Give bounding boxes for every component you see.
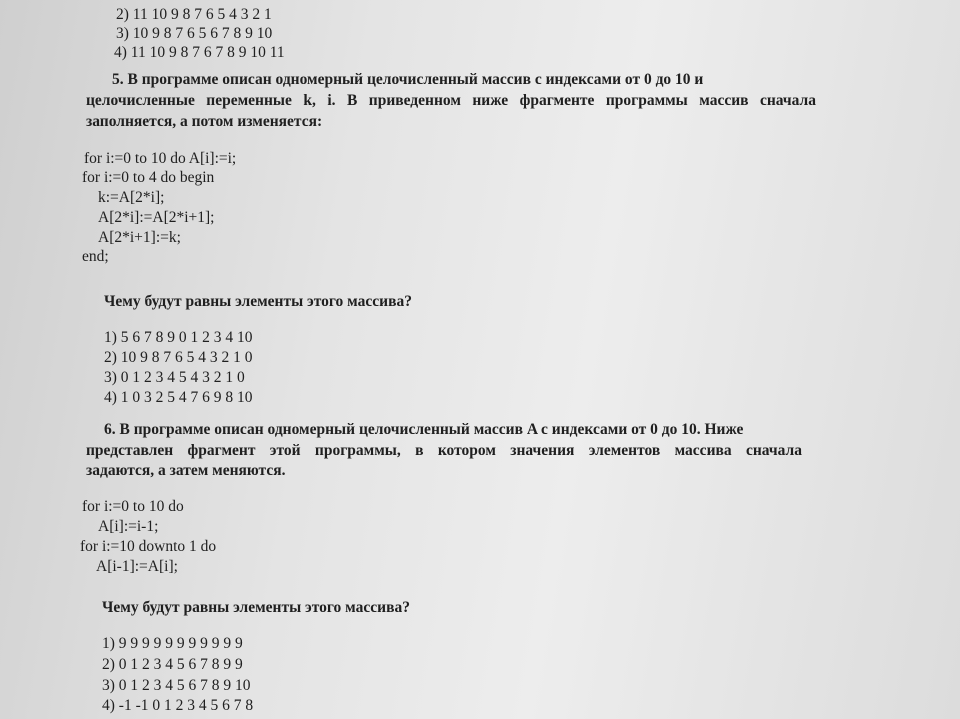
q5-question: Чему будут равны элементы этого массива? — [104, 293, 412, 310]
q4-option-3: 3) 10 9 8 7 6 5 6 7 8 9 10 — [116, 25, 273, 42]
q6-text-line-1 — [104, 421, 812, 439]
q5-code-line-5: A[2*i+1]:=k; — [98, 229, 181, 246]
q6-code-line-1: for i:=0 to 10 do — [82, 498, 184, 515]
q6-text-line-3: задаются, а затем меняются. — [86, 462, 286, 479]
q6-number: 6 — [104, 421, 112, 438]
q5-option-2: 2) 10 9 8 7 6 5 4 3 2 1 0 — [104, 349, 253, 366]
q5-text-line-3: заполняется, а потом изменяется: — [86, 113, 323, 130]
q5-number: 5 — [112, 71, 120, 88]
q4-option-4: 4) 11 10 9 8 7 6 7 8 9 10 11 — [114, 44, 285, 61]
q6-option-4: 4) -1 -1 0 1 2 3 4 5 6 7 8 — [102, 697, 254, 714]
q6-text-1: . В программе описан одномерный целочисленный массив A с индексами от 0 до 10. Ниже — [111, 421, 744, 438]
q6-option-1: 1) 9 9 9 9 9 9 9 9 9 9 9 — [102, 635, 243, 652]
q6-code-line-2: A[i]:=i-1; — [98, 518, 159, 535]
q6-option-3: 3) 0 1 2 3 4 5 6 7 8 9 10 — [102, 677, 251, 694]
q5-text-line-2: целочисленные переменные k, i. В приведенном ниже фрагменте программы массив сначала — [86, 92, 816, 109]
q6-question: Чему будут равны элементы этого массива? — [102, 599, 410, 616]
q5-code-line-6: end; — [82, 248, 109, 265]
q6-option-2: 2) 0 1 2 3 4 5 6 7 8 9 9 — [102, 656, 243, 673]
q5-option-4: 4) 1 0 3 2 5 4 7 6 9 8 10 — [104, 389, 253, 406]
q5-code-line-2: for i:=0 to 4 do begin — [82, 169, 215, 186]
q4-option-2: 2) 11 10 9 8 7 6 5 4 3 2 1 — [116, 6, 272, 23]
q5-option-1: 1) 5 6 7 8 9 0 1 2 3 4 10 — [104, 329, 253, 346]
q5-code-line-3: k:=A[2*i]; — [98, 189, 165, 206]
q6-text-line-2: представлен фрагмент этой программы, в котором значения элементов массива сначала — [86, 442, 802, 459]
q6-code-line-3: for i:=10 downto 1 do — [80, 538, 217, 555]
q5-text-line-1 — [112, 71, 816, 89]
q5-option-3: 3) 0 1 2 3 4 5 4 3 2 1 0 — [104, 369, 245, 386]
q5-code-line-4: A[2*i]:=A[2*i+1]; — [98, 209, 215, 226]
q6-code-line-4: A[i-1]:=A[i]; — [96, 558, 178, 575]
q5-text-1: . В программе описан одномерный целочисленный массив с индексами от 0 до 10 и — [119, 71, 704, 88]
q5-code-line-1: for i:=0 to 10 do A[i]:=i; — [84, 150, 237, 167]
